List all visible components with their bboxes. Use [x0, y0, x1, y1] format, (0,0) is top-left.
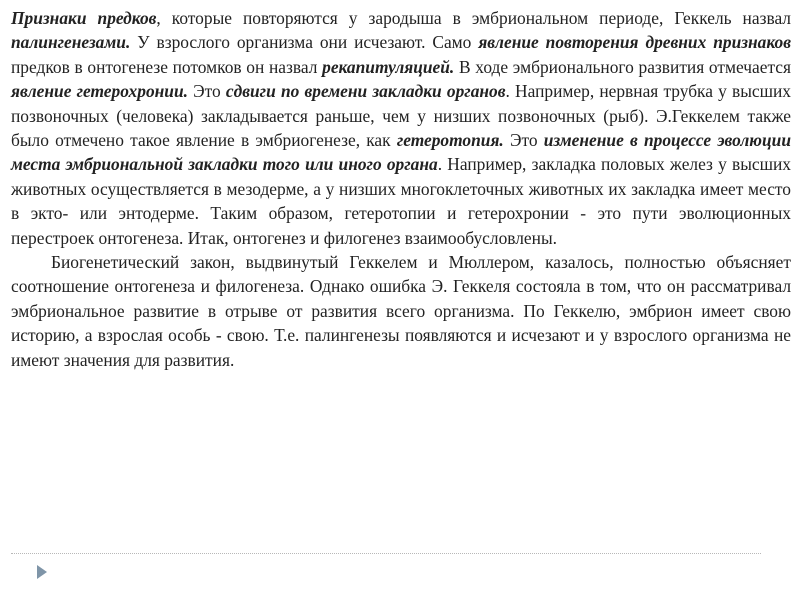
paragraph [11, 6, 791, 250]
emphasized-term: Признаки предков [11, 8, 157, 28]
emphasized-term: изменение в процессе эволюции места эмбриональной закладки того или иного органа [11, 130, 791, 175]
emphasized-term: гетеротопия. [396, 130, 504, 151]
text-run: Это [188, 81, 226, 102]
emphasized-term: явление гетерохронии. [11, 81, 188, 102]
emphasized-term: явление повторения древних признаков [478, 32, 791, 53]
text-run: У взрослого организма они исчезают. Само [130, 32, 479, 53]
text-run: Биогенетический закон, выдвинутый Геккелем и Мюллером, казалось, полностью объясняет соотношение онтогенеза и филогенеза. Однако ошибка Э. Геккеля состояла в том, что он рассматривал эмбриональное развитие в отрыве от развития всего организма. По Геккелю, эмбрион имеет свою историю, а взрослая особь - свою. Т.е. палингенезы появляются и исчезают и у взрослого организма не имеют значения для развития. [11, 252, 791, 370]
text-run: Это [503, 130, 544, 151]
emphasized-term: палингенезами. [11, 32, 131, 53]
footer-divider [11, 553, 761, 554]
text-run: . Например, закладка половых желез у высших животных осуществляется в мезодерме, а у низших многоклеточных животных их закладка имеет место в экто- или энтодерме. Таким образом, гетеротопии и гетерохронии - это пути эволюционных перестроек онтогенеза. Итак, онтогенез и филогенез взаимообусловлены. [11, 154, 791, 248]
text-run: В ходе эмбрионального развития отмечается [454, 56, 791, 77]
triangle-right-icon [37, 565, 47, 579]
emphasized-term: сдвиги по времени закладки органов [225, 81, 506, 102]
text-run: предков в онтогенезе потомков он назвал [11, 56, 323, 77]
slide-text [11, 6, 791, 372]
emphasized-term: рекапитуляцией. [322, 56, 455, 77]
text-run: . Например, нервная трубка у высших позвоночных (человека) закладывается раньше, чем у низших позвоночных (рыб). Э.Геккелем также было отмечено такое явление в эмбриогенезе, как [11, 81, 791, 151]
text-run: , которые повторяются у зародыша в эмбриональном периоде, Геккель назвал [156, 8, 791, 28]
paragraph [11, 250, 791, 372]
